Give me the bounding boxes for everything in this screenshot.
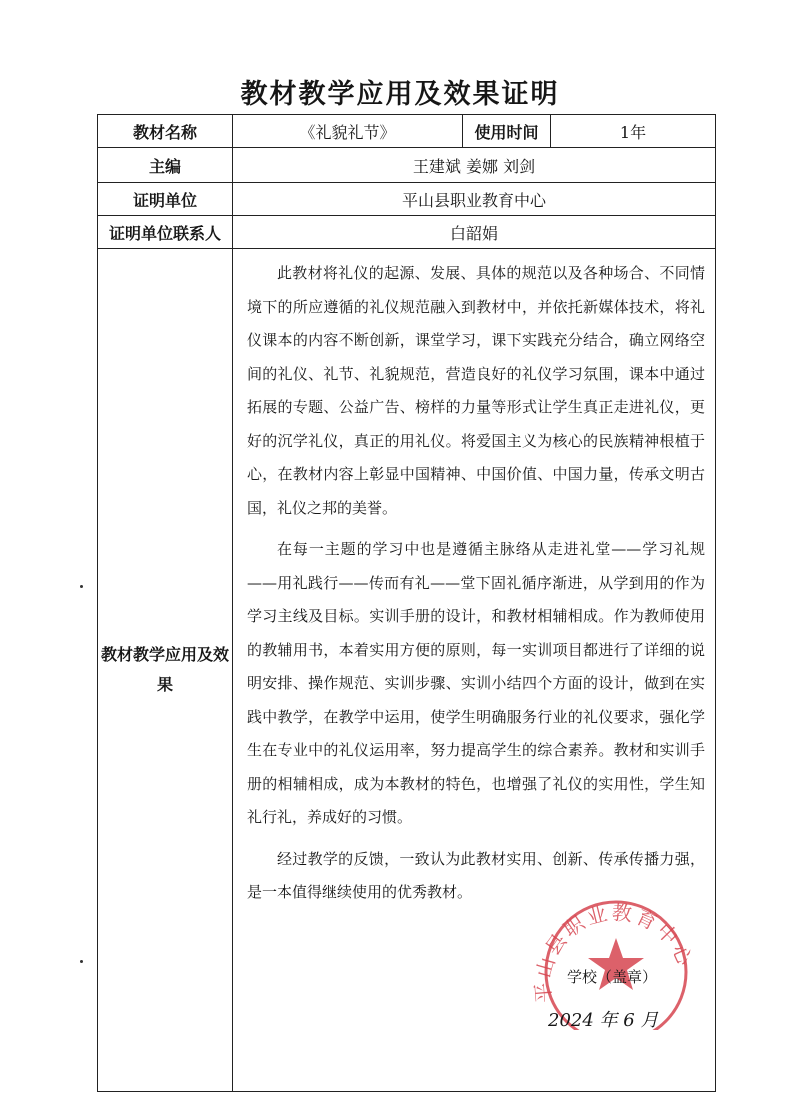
school-seal-label: 学校（盖章） <box>567 968 658 986</box>
row-contact <box>98 216 716 249</box>
scan-dot <box>80 585 83 588</box>
label-textbook-name: 教材名称 <box>98 115 233 148</box>
label-certifying-unit: 证明单位 <box>98 183 233 216</box>
value-contact: 白韶娟 <box>233 216 716 249</box>
seal-text: 平山县职业教育中心 <box>530 900 699 1004</box>
row-textbook <box>98 115 716 148</box>
paragraph-3: 经过教学的反馈，一致认为此教材实用、创新、传承传播力强，是一本值得继续使用的优秀教材。 <box>247 849 705 901</box>
body-text <box>233 249 715 910</box>
value-certifying-unit: 平山县职业教育中心 <box>233 183 716 216</box>
row-editor <box>98 148 716 183</box>
document-title: 教材教学应用及效果证明 <box>240 79 560 110</box>
label-editor: 主编 <box>98 148 233 183</box>
label-usage-time: 使用时间 <box>463 115 551 148</box>
value-editor: 王建斌 姜娜 刘剑 <box>233 148 716 183</box>
paragraph-1: 此教材将礼仪的起源、发展、具体的规范以及各种场合、不同情境下的所应遵循的礼仪规范融入到教材中，并依托新媒体技术，将礼仪课本的内容不断创新，课堂学习，课下实践充分结合，确立网络空间的礼仪、礼节、礼貌规范，营造良好的礼仪学习氛围，课本中通过拓展的专题、公益广告、榜样的力量等形式让学生真正走进礼仪，更好的沉学礼仪，真正的用礼仪。将爱国主义为核心的民族精神根植于心，在教材内容上彰显中国精神、中国价值、中国力量，传承文明古国，礼仪之邦的美誉。 <box>247 264 705 517</box>
value-usage-time: 1年 <box>551 115 716 148</box>
scan-dot <box>80 960 83 963</box>
label-application-effect: 教材教学应用及效果 <box>98 249 233 1092</box>
paragraph-2: 在每一主题的学习中也是遵循主脉络从走进礼堂——学习礼规——用礼践行——传而有礼——堂下固礼循序渐进，从学到用的作为学习主线及目标。实训手册的设计，和教材相辅相成。作为教师使用的教辅用书，本着实用方便的原则，每一实训项目都进行了详细的说明安排、操作规范、实训步骤、实训小结四个方面的设计，做到在实践中教学，在教学中运用，使学生明确服务行业的礼仪要求，强化学生在专业中的礼仪运用率，努力提高学生的综合素养。教材和实训手册的相辅相成，成为本教材的特色，也增强了礼仪的实用性，学生知礼行礼，养成好的习惯。 <box>247 540 705 826</box>
row-unit <box>98 183 716 216</box>
value-textbook-name: 《礼貌礼节》 <box>233 115 463 148</box>
signature-date: 2024 年 6 月 <box>548 1010 659 1031</box>
label-contact: 证明单位联系人 <box>98 216 233 249</box>
